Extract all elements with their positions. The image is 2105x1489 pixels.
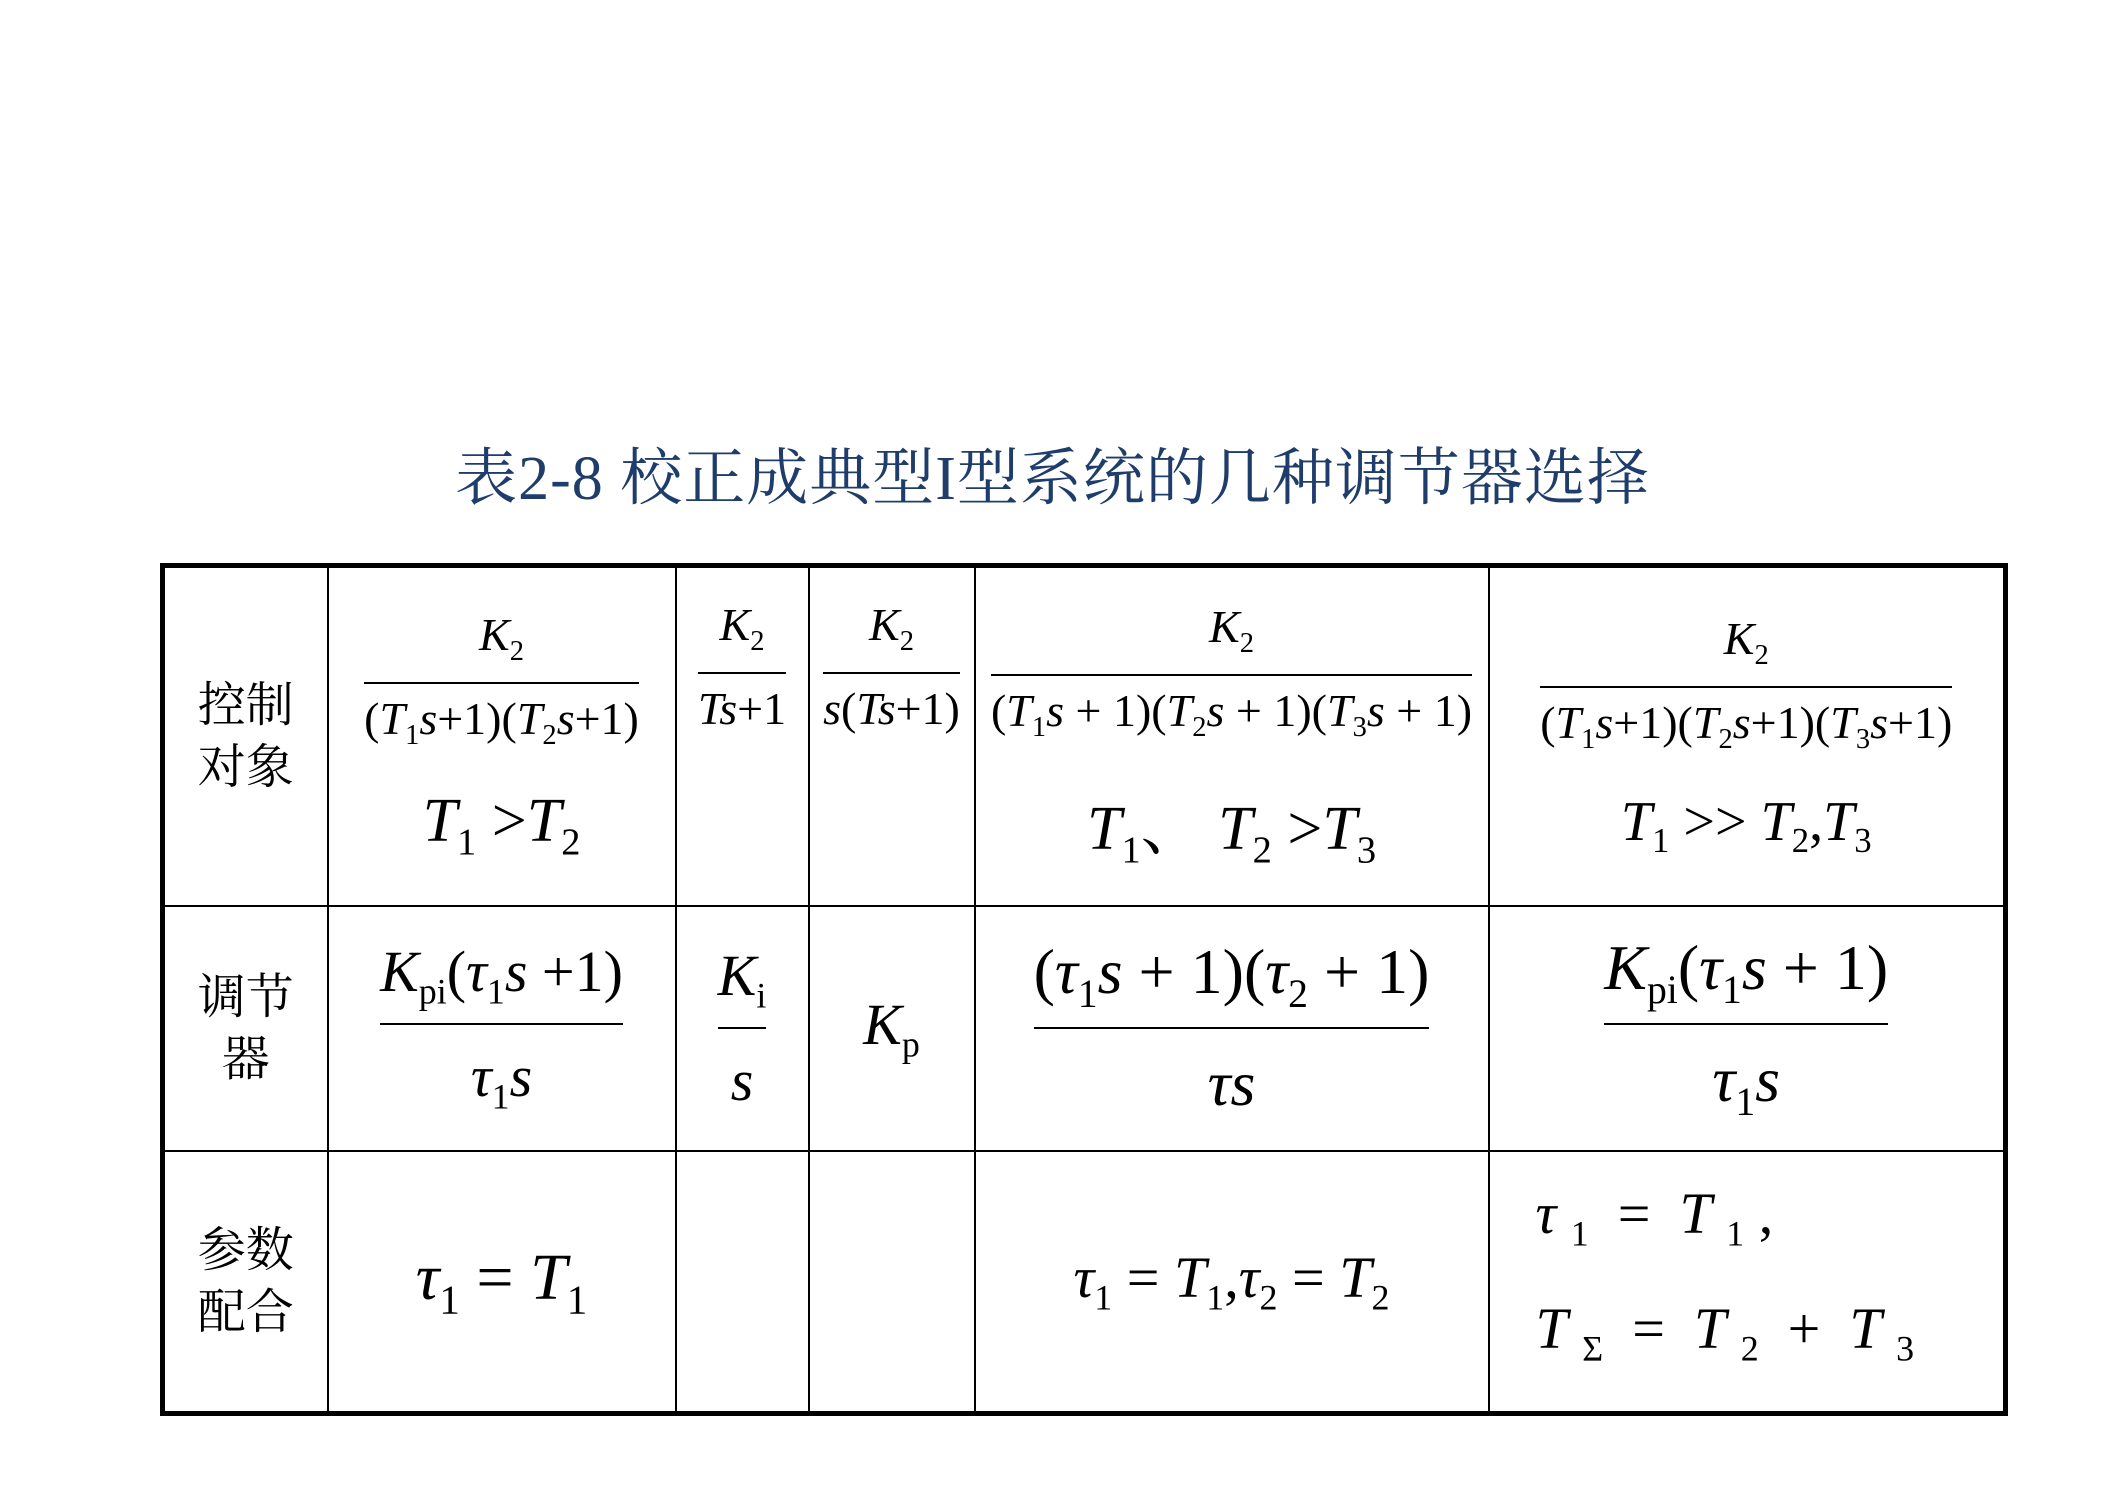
controller-cell-4 [975, 906, 1489, 1151]
controller-cell-2 [676, 906, 809, 1151]
plant-label-line2: 对象 [197, 739, 294, 796]
controller-transfer-function-5: $\frac{K_{pi}(\tau_1s + 1)}{\tau_1s}$ [1604, 932, 1889, 1124]
plant-row [163, 566, 2006, 906]
plant-condition-5: $T_1 >> T_2,T_3$ [1620, 790, 1872, 860]
params-cell-1 [328, 1151, 676, 1414]
plant-row-label [163, 566, 328, 906]
controller-row-label [163, 906, 328, 1151]
params-formula-5-line1: τ $_1$ = T $_1$ , [1535, 1180, 1774, 1254]
controller-label-line2: 器 [221, 1031, 270, 1087]
plant-cell-3 [809, 566, 975, 906]
controller-transfer-function-4: $\frac{(\tau_1s + 1)(\tau_2 + 1)}{\tau s}$ [1033, 936, 1430, 1119]
params-label-line2: 配合 [197, 1284, 294, 1341]
plant-transfer-function-5: $\frac{K_2}{(T_1s+1)(T_2s+1)(T_3s+1)}$ [1540, 612, 1953, 755]
plant-cell-4 [975, 566, 1489, 906]
params-row-label [163, 1151, 328, 1414]
params-label-line1: 参数 [197, 1222, 294, 1279]
params-cell-5 [1489, 1151, 2006, 1414]
params-row [163, 1151, 2006, 1414]
slide-title: 表2-8 校正成典型I型系统的几种调节器选择 [455, 445, 1650, 513]
params-formula-4: $\tau_1 = T_1,\tau_2 = T_2$ [1073, 1244, 1390, 1318]
plant-transfer-function-2: $\frac{K_2}{Ts+1}$ [697, 599, 787, 734]
params-cell-3 [809, 1151, 975, 1414]
controller-cell-3 [809, 906, 975, 1151]
plant-cell-2 [676, 566, 809, 906]
plant-transfer-function-4: $\frac{K_2}{(T_1s + 1)(T_2s + 1)(T_3s + 1)}$ [990, 601, 1473, 743]
params-formula-1: $\tau_1 = T_1$ [415, 1240, 588, 1322]
plant-condition-1: $T_1 >T_2$ [422, 786, 581, 864]
params-formula-5-line2: T $_\Sigma$ = T $_2$ + T $_3$ [1535, 1296, 1915, 1369]
regulator-selection-table [160, 563, 2008, 1416]
plant-transfer-function-3: $\frac{K_2}{s(Ts+1)}$ [823, 599, 960, 734]
params-cell-4 [975, 1151, 1489, 1414]
params-cell-2 [676, 1151, 809, 1414]
plant-label-line1: 控制 [197, 677, 294, 734]
controller-row [163, 906, 2006, 1151]
params-formula-5 [1490, 1166, 2004, 1397]
controller-transfer-function-2: $\frac{K_i}{s}$ [717, 943, 767, 1113]
plant-cell-1 [328, 566, 676, 906]
controller-transfer-function-1: $\frac{K_{pi}(\tau_1s +1)}{\tau_1s}$ [380, 939, 623, 1117]
plant-cell-5 [1489, 566, 2006, 906]
controller-cell-5 [1489, 906, 2006, 1151]
plant-transfer-function-1: $\frac{K_2}{(T_1s+1)(T_2s+1)}$ [364, 609, 639, 751]
controller-cell-1 [328, 906, 676, 1151]
controller-transfer-function-3: $K_p$ [863, 991, 920, 1065]
controller-label-line1: 调节 [197, 969, 294, 1025]
plant-condition-4: $T_1$、 $T_2 >T_3$ [1086, 794, 1377, 872]
